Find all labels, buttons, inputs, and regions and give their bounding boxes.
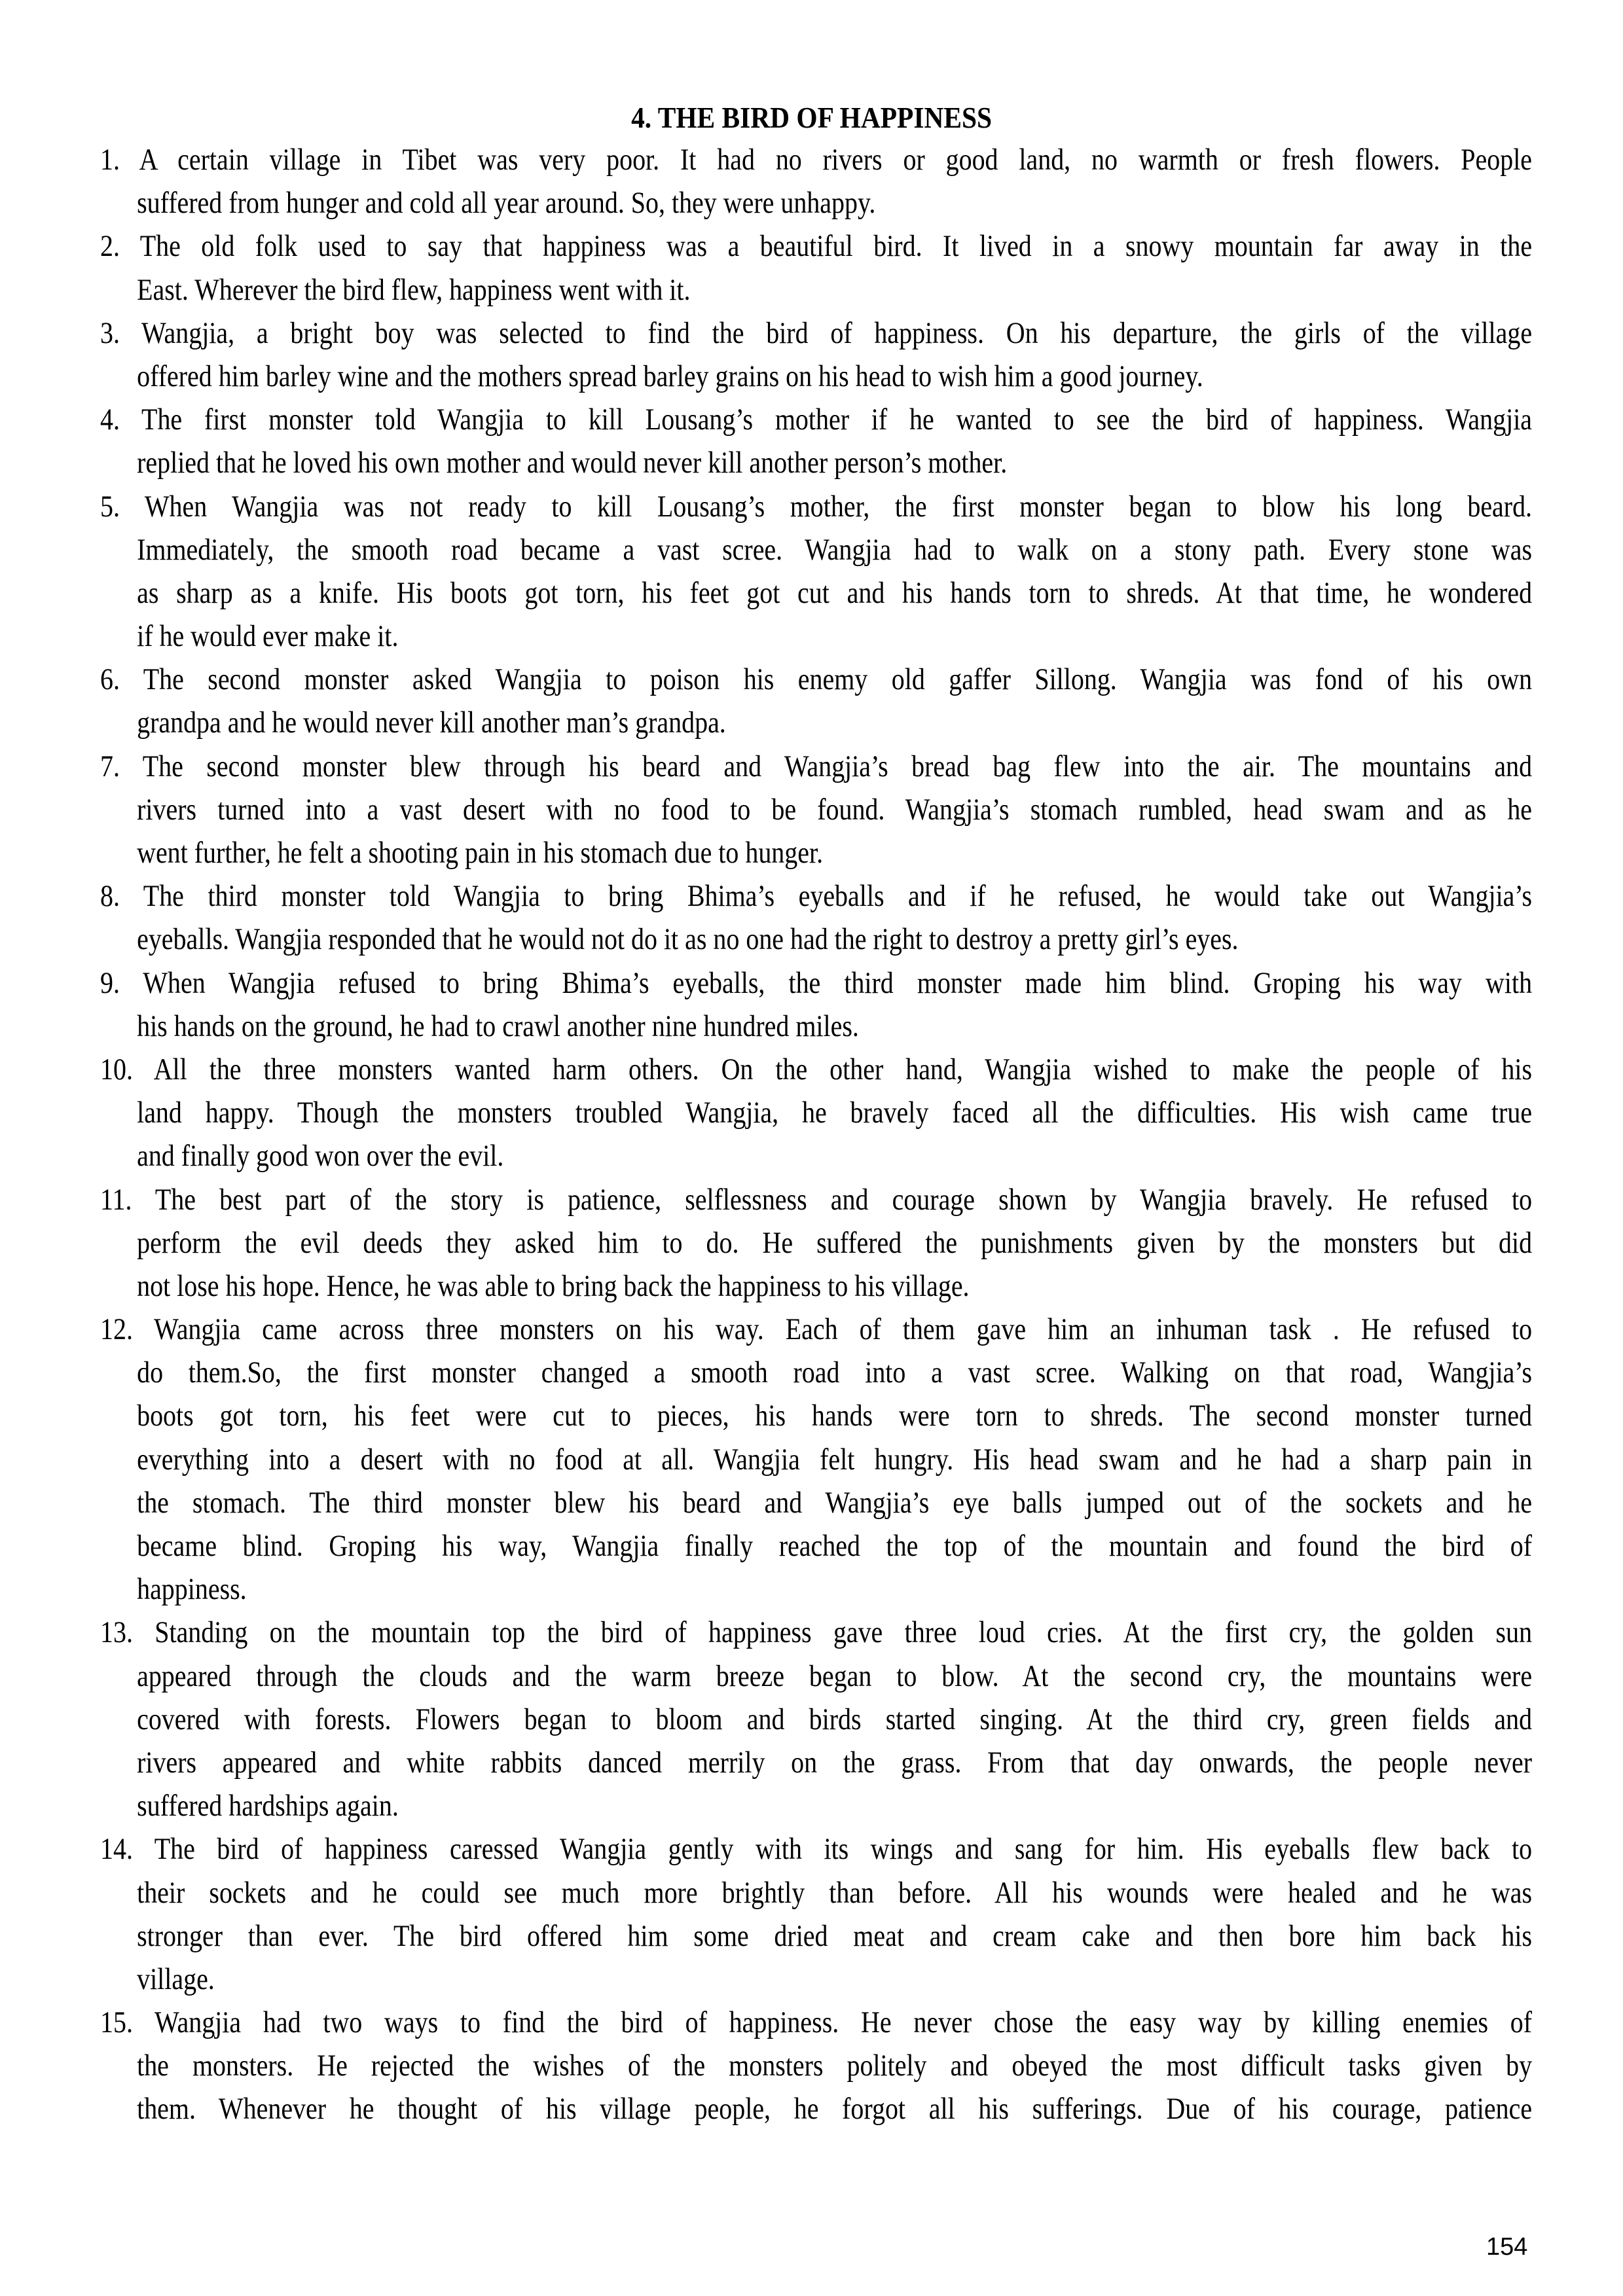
paragraph-9 [100,961,1532,1048]
paragraph-7 [100,745,1532,875]
paragraph-13 [100,1611,1532,1827]
text-line: East. Wherever the bird flew, happiness went with it. [137,272,691,307]
text-line: appeared through the clouds and the warm breeze began to blow. At the second cry, the mountains were [137,1659,1533,1693]
page-title: 4. THE BIRD OF HAPPINESS [631,101,993,134]
text-line: them. Whenever he thought of his village people, he forgot all his sufferings. Due of his courage, patience [137,2092,1533,2126]
text-line: covered with forests. Flowers began to bloom and birds started singing. At the third cry, green fields and [137,1702,1533,1736]
text-line: suffered from hunger and cold all year around. So, they were unhappy. [137,186,876,221]
text-line: Immediately, the smooth road became a vast scree. Wangjia had to walk on a stony path. Every stone was [137,532,1533,567]
text-line: 14. The bird of happiness caressed Wangjia gently with its wings and sang for him. His eyeballs flew back to [100,1832,1533,1867]
paragraph-8 [100,874,1532,961]
text-line: 1. A certain village in Tibet was very poor. It had no rivers or good land, no warmth or fresh flowers. People [100,143,1533,177]
text-line: village. [137,1962,215,1996]
text-line: suffered hardships again. [137,1789,399,1823]
text-line: boots got torn, his feet were cut to pieces, his hands were torn to shreds. The second monster turned [137,1399,1533,1433]
document-body [100,138,1532,2131]
text-line: grandpa and he would never kill another man’s grandpa. [137,706,726,740]
text-line: 7. The second monster blew through his beard and Wangjia’s bread bag flew into the air. The mountains and [100,749,1533,783]
text-line: and finally good won over the evil. [137,1139,504,1174]
text-line: 8. The third monster told Wangjia to bring Bhima’s eyeballs and if he refused, he would take out Wangjia’s [100,879,1533,914]
paragraph-15 [100,2001,1532,2131]
text-line: land happy. Though the monsters troubled Wangjia, he bravely faced all the difficulties. His wish came true [137,1096,1533,1130]
text-line: everything into a desert with no food at all. Wangjia felt hungry. His head swam and he had a sharp pain in [137,1442,1533,1477]
text-line: perform the evil deeds they asked him to do. He suffered the punishments given by the monsters but did [137,1225,1533,1260]
paragraph-3 [100,312,1532,398]
paragraph-1 [100,138,1532,224]
paragraph-4 [100,398,1532,484]
text-line: 10. All the three monsters wanted harm others. On the other hand, Wangjia wished to make the people of his [100,1052,1533,1086]
text-line: 13. Standing on the mountain top the bird of happiness gave three loud cries. At the first cry, the golden sun [100,1615,1533,1650]
paragraph-5 [100,485,1532,658]
page-number: 154 [1486,2233,1528,2261]
text-line: rivers turned into a vast desert with no food to be found. Wangjia’s stomach rumbled, head swam and as he [137,792,1533,827]
text-line: 2. The old folk used to say that happiness was a beautiful bird. It lived in a snowy mountain far away in the [100,229,1533,264]
text-line: rivers appeared and white rabbits danced merrily on the grass. From that day onwards, the people never [137,1745,1533,1780]
text-line: went further, he felt a shooting pain in his stomach due to hunger. [137,836,824,870]
text-line: eyeballs. Wangjia responded that he would not do it as no one had the right to destroy a pretty girl’s eyes. [137,922,1239,957]
text-line: 3. Wangjia, a bright boy was selected to find the bird of happiness. On his departure, the girls of the village [100,315,1533,350]
text-line: as sharp as a knife. His boots got torn, his feet got cut and his hands torn to shreds. At that time, he wondered [137,575,1533,610]
text-line: 12. Wangjia came across three monsters on his way. Each of them gave him an inhuman task . He refused to [100,1312,1533,1347]
text-line: his hands on the ground, he had to crawl another nine hundred miles. [137,1009,859,1043]
text-line: their sockets and he could see much more brightly than before. All his wounds were healed and he was [137,1875,1533,1910]
text-line: 9. When Wangjia refused to bring Bhima’s eyeballs, the third monster made him blind. Groping his way with [100,965,1533,1000]
text-line: 15. Wangjia had two ways to find the bird of happiness. He never chose the easy way by killing enemies of [100,2005,1533,2040]
text-line: do them.So, the first monster changed a smooth road into a vast scree. Walking on that road, Wangjia’s [137,1355,1533,1390]
text-line: stronger than ever. The bird offered him some dried meat and cream cake and then bore him back his [137,1918,1533,1953]
text-line: the stomach. The third monster blew his beard and Wangjia’s eye balls jumped out of the sockets and he [137,1485,1533,1520]
text-line: 11. The best part of the story is patience, selflessness and courage shown by Wangjia bravely. He refused to [100,1182,1533,1217]
text-line: became blind. Groping his way, Wangjia finally reached the top of the mountain and found the bird of [137,1529,1533,1563]
paragraph-2 [100,224,1532,311]
text-line: 4. The first monster told Wangjia to kill Lousang’s mother if he wanted to see the bird of happiness. Wangjia [100,403,1533,437]
text-line: offered him barley wine and the mothers spread barley grains on his head to wish him a good journey. [137,359,1203,393]
paragraph-11 [100,1178,1532,1308]
text-line: if he would ever make it. [137,619,399,654]
text-line: replied that he loved his own mother and would never kill another person’s mother. [137,446,1008,480]
paragraph-6 [100,658,1532,744]
text-line: happiness. [137,1572,247,1607]
paragraph-12 [100,1308,1532,1611]
text-line: 5. When Wangjia was not ready to kill Lousang’s mother, the first monster began to blow his long beard. [100,489,1533,524]
text-line: the monsters. He rejected the wishes of the monsters politely and obeyed the most difficult tasks given by [137,2049,1533,2083]
text-line: 6. The second monster asked Wangjia to poison his enemy old gaffer Sillong. Wangjia was fond of his own [100,662,1533,697]
paragraph-14 [100,1827,1532,2001]
paragraph-10 [100,1048,1532,1178]
text-line: not lose his hope. Hence, he was able to bring back the happiness to his village. [137,1268,970,1303]
